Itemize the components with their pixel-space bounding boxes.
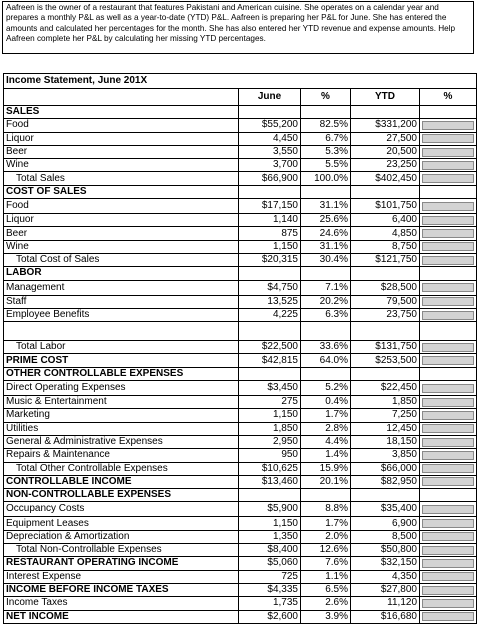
- ytd-percent-cell: [420, 475, 477, 488]
- row-label: General & Administrative Expenses: [4, 435, 239, 448]
- june-value: $55,200: [239, 119, 301, 132]
- ytd-percent-cell: [420, 570, 477, 583]
- ytd-percent-cell: [420, 462, 477, 475]
- table-row: [4, 530, 477, 543]
- ytd-percent-cell: [420, 530, 477, 543]
- table-row: [4, 341, 477, 354]
- june-percent: 31.1%: [301, 240, 351, 253]
- ytd-value: 3,850: [351, 449, 420, 462]
- ytd-value: 1,850: [351, 396, 420, 409]
- june-percent: [301, 322, 351, 341]
- june-value: $66,900: [239, 172, 301, 185]
- june-value: 4,225: [239, 308, 301, 321]
- june-value: $5,060: [239, 557, 301, 570]
- ytd-percent-input[interactable]: [422, 464, 474, 473]
- june-percent: 5.2%: [301, 381, 351, 396]
- ytd-value: $32,150: [351, 557, 420, 570]
- table-row: [4, 185, 477, 198]
- ytd-percent-cell: [420, 295, 477, 308]
- june-value: $4,335: [239, 583, 301, 596]
- june-value: 1,735: [239, 597, 301, 610]
- ytd-value: $402,450: [351, 172, 420, 185]
- row-label: RESTAURANT OPERATING INCOME: [4, 557, 239, 570]
- row-label: Management: [4, 280, 239, 295]
- june-percent: 20.1%: [301, 475, 351, 488]
- ytd-value: $66,000: [351, 462, 420, 475]
- row-label: Food: [4, 199, 239, 214]
- row-label: Wine: [4, 240, 239, 253]
- ytd-percent-input[interactable]: [422, 586, 474, 595]
- june-percent: 7.1%: [301, 280, 351, 295]
- ytd-value: $101,750: [351, 199, 420, 214]
- ytd-percent-cell: [420, 267, 477, 280]
- ytd-percent-input[interactable]: [422, 505, 474, 514]
- table-row: [4, 295, 477, 308]
- june-value: 875: [239, 227, 301, 240]
- row-label: Depreciation & Amortization: [4, 530, 239, 543]
- row-label: Liquor: [4, 214, 239, 227]
- june-percent: 6.7%: [301, 132, 351, 145]
- table-row: [4, 435, 477, 448]
- ytd-percent-input[interactable]: [422, 572, 474, 581]
- ytd-value: 8,500: [351, 530, 420, 543]
- row-label: Employee Benefits: [4, 308, 239, 321]
- june-percent: 12.6%: [301, 544, 351, 557]
- table-row: [4, 489, 477, 502]
- row-label: Staff: [4, 295, 239, 308]
- june-percent: 2.6%: [301, 597, 351, 610]
- ytd-value: $82,950: [351, 475, 420, 488]
- june-value: 1,150: [239, 409, 301, 422]
- june-value: [239, 185, 301, 198]
- table-row: [4, 367, 477, 380]
- row-label: NET INCOME: [4, 610, 239, 623]
- june-value: 3,550: [239, 145, 301, 158]
- ytd-percent-cell: [420, 227, 477, 240]
- header-june-pct: %: [301, 89, 351, 106]
- ytd-value: 23,750: [351, 308, 420, 321]
- row-label: Beer: [4, 227, 239, 240]
- june-value: $3,450: [239, 381, 301, 396]
- ytd-value: 6,400: [351, 214, 420, 227]
- june-percent: 1.7%: [301, 409, 351, 422]
- ytd-percent-cell: [420, 159, 477, 172]
- ytd-percent-cell: [420, 199, 477, 214]
- june-percent: [301, 367, 351, 380]
- june-percent: [301, 489, 351, 502]
- june-percent: 1.7%: [301, 517, 351, 530]
- ytd-value: 20,500: [351, 145, 420, 158]
- ytd-value: 27,500: [351, 132, 420, 145]
- ytd-percent-input[interactable]: [422, 229, 474, 238]
- table-row: [4, 517, 477, 530]
- ytd-percent-input[interactable]: [422, 134, 474, 143]
- ytd-percent-input[interactable]: [422, 424, 474, 433]
- june-value: $4,750: [239, 280, 301, 295]
- ytd-percent-cell: [420, 185, 477, 198]
- ytd-percent-cell: [420, 502, 477, 517]
- ytd-percent-input[interactable]: [422, 356, 474, 365]
- table-row: [4, 381, 477, 396]
- june-value: $13,460: [239, 475, 301, 488]
- table-row: [4, 502, 477, 517]
- table-row: [4, 544, 477, 557]
- row-label: SALES: [4, 106, 239, 119]
- ytd-percent-input[interactable]: [422, 451, 474, 460]
- june-percent: 31.1%: [301, 199, 351, 214]
- ytd-percent-input[interactable]: [422, 311, 474, 320]
- table-row: [4, 253, 477, 266]
- row-label: Income Taxes: [4, 597, 239, 610]
- table-row: [4, 119, 477, 132]
- row-label: Food: [4, 119, 239, 132]
- june-percent: 100.0%: [301, 172, 351, 185]
- table-row: [4, 267, 477, 280]
- ytd-percent-cell: [420, 106, 477, 119]
- ytd-percent-input[interactable]: [422, 559, 474, 568]
- june-percent: 33.6%: [301, 341, 351, 354]
- ytd-percent-cell: [420, 145, 477, 158]
- table-row: [4, 354, 477, 367]
- ytd-percent-input[interactable]: [422, 242, 474, 251]
- ytd-percent-cell: [420, 422, 477, 435]
- row-label: Music & Entertainment: [4, 396, 239, 409]
- ytd-value: 11,120: [351, 597, 420, 610]
- june-value: [239, 489, 301, 502]
- ytd-percent-cell: [420, 308, 477, 321]
- table-row: [4, 570, 477, 583]
- ytd-percent-input[interactable]: [422, 297, 474, 306]
- table-row: [4, 462, 477, 475]
- ytd-percent-input[interactable]: [422, 411, 474, 420]
- june-percent: 3.9%: [301, 610, 351, 623]
- ytd-value: $253,500: [351, 354, 420, 367]
- june-value: 275: [239, 396, 301, 409]
- table-row: [4, 159, 477, 172]
- june-value: $42,815: [239, 354, 301, 367]
- june-percent: 15.9%: [301, 462, 351, 475]
- ytd-value: $35,400: [351, 502, 420, 517]
- row-label: Beer: [4, 145, 239, 158]
- row-label: CONTROLLABLE INCOME: [4, 475, 239, 488]
- june-percent: 82.5%: [301, 119, 351, 132]
- june-value: $10,625: [239, 462, 301, 475]
- ytd-value: 7,250: [351, 409, 420, 422]
- june-value: 950: [239, 449, 301, 462]
- june-value: [239, 367, 301, 380]
- ytd-value: 6,900: [351, 517, 420, 530]
- ytd-percent-input[interactable]: [422, 161, 474, 170]
- june-percent: 4.4%: [301, 435, 351, 448]
- ytd-percent-cell: [420, 322, 477, 341]
- june-percent: 5.3%: [301, 145, 351, 158]
- ytd-percent-cell: [420, 583, 477, 596]
- ytd-value: $50,800: [351, 544, 420, 557]
- table-row: [4, 610, 477, 623]
- june-percent: 6.5%: [301, 583, 351, 596]
- june-percent: 30.4%: [301, 253, 351, 266]
- june-value: $17,150: [239, 199, 301, 214]
- ytd-percent-input[interactable]: [422, 599, 474, 608]
- ytd-percent-input[interactable]: [422, 202, 474, 211]
- ytd-value: [351, 367, 420, 380]
- ytd-percent-cell: [420, 119, 477, 132]
- ytd-value: [351, 106, 420, 119]
- ytd-value: [351, 185, 420, 198]
- ytd-value: [351, 322, 420, 341]
- june-value: 13,525: [239, 295, 301, 308]
- intro-paragraph: Aafreen is the owner of a restaurant that features Pakistani and American cuisine. She operates on a calendar year and prepares a monthly P&L as well as a year-to-date (YTD) P&L. Aafreen is preparing her P&L for June. She has entered the amounts and calculated her percentages for the month. She has also entered her YTD revenue and expense amounts. Help Aafreen complete her P&L by calculating her missing YTD percentages.: [2, 1, 474, 54]
- header-june: June: [239, 89, 301, 106]
- june-percent: 0.4%: [301, 396, 351, 409]
- ytd-percent-cell: [420, 449, 477, 462]
- table-row: [4, 409, 477, 422]
- table-row: [4, 240, 477, 253]
- ytd-value: $16,680: [351, 610, 420, 623]
- ytd-percent-input[interactable]: [422, 519, 474, 528]
- june-value: 725: [239, 570, 301, 583]
- june-percent: 1.4%: [301, 449, 351, 462]
- row-label: LABOR: [4, 267, 239, 280]
- row-label: Marketing: [4, 409, 239, 422]
- ytd-percent-input[interactable]: [422, 546, 474, 555]
- row-label: COST OF SALES: [4, 185, 239, 198]
- ytd-value: [351, 267, 420, 280]
- june-percent: 2.0%: [301, 530, 351, 543]
- ytd-value: 79,500: [351, 295, 420, 308]
- statement-title: Income Statement, June 201X: [4, 74, 239, 89]
- ytd-percent-input[interactable]: [422, 612, 474, 621]
- ytd-value: 12,450: [351, 422, 420, 435]
- ytd-percent-cell: [420, 132, 477, 145]
- row-label: Total Other Controllable Expenses: [4, 462, 239, 475]
- ytd-percent-cell: [420, 597, 477, 610]
- ytd-percent-input[interactable]: [422, 532, 474, 541]
- ytd-percent-input[interactable]: [422, 216, 474, 225]
- june-percent: [301, 185, 351, 198]
- ytd-value: [351, 489, 420, 502]
- ytd-percent-input[interactable]: [422, 174, 474, 183]
- ytd-percent-cell: [420, 214, 477, 227]
- ytd-percent-cell: [420, 544, 477, 557]
- june-value: 1,150: [239, 517, 301, 530]
- table-row: [4, 280, 477, 295]
- table-row: [4, 557, 477, 570]
- june-percent: 2.8%: [301, 422, 351, 435]
- table-row: [4, 422, 477, 435]
- row-label: Total Sales: [4, 172, 239, 185]
- june-value: $8,400: [239, 544, 301, 557]
- ytd-percent-cell: [420, 367, 477, 380]
- june-percent: 5.5%: [301, 159, 351, 172]
- table-row: [4, 172, 477, 185]
- row-label: NON-CONTROLLABLE EXPENSES: [4, 489, 239, 502]
- row-label: INCOME BEFORE INCOME TAXES: [4, 583, 239, 596]
- header-ytd: YTD: [351, 89, 420, 106]
- table-row: [4, 449, 477, 462]
- june-value: [239, 322, 301, 341]
- table-row: [4, 145, 477, 158]
- row-label: Equipment Leases: [4, 517, 239, 530]
- table-row: [4, 132, 477, 145]
- table-row: [4, 597, 477, 610]
- june-value: 1,850: [239, 422, 301, 435]
- june-percent: 8.8%: [301, 502, 351, 517]
- june-percent: 7.6%: [301, 557, 351, 570]
- row-label: Liquor: [4, 132, 239, 145]
- ytd-percent-cell: [420, 409, 477, 422]
- ytd-percent-cell: [420, 489, 477, 502]
- table-row: [4, 214, 477, 227]
- ytd-value: $331,200: [351, 119, 420, 132]
- ytd-percent-input[interactable]: [422, 384, 474, 393]
- ytd-percent-cell: [420, 435, 477, 448]
- ytd-percent-input[interactable]: [422, 398, 474, 407]
- table-row: [4, 308, 477, 321]
- june-value: $22,500: [239, 341, 301, 354]
- income-statement-table: [3, 73, 477, 624]
- ytd-percent-cell: [420, 253, 477, 266]
- june-value: 1,350: [239, 530, 301, 543]
- table-row: [4, 583, 477, 596]
- june-value: 3,700: [239, 159, 301, 172]
- table-row: [4, 475, 477, 488]
- ytd-percent-input[interactable]: [422, 256, 474, 265]
- ytd-value: $22,450: [351, 381, 420, 396]
- ytd-value: $121,750: [351, 253, 420, 266]
- ytd-percent-cell: [420, 610, 477, 623]
- row-label: Wine: [4, 159, 239, 172]
- june-value: $20,315: [239, 253, 301, 266]
- row-label: PRIME COST: [4, 354, 239, 367]
- ytd-percent-cell: [420, 396, 477, 409]
- ytd-percent-input[interactable]: [422, 121, 474, 130]
- table-row: [4, 322, 477, 341]
- row-label: Occupancy Costs: [4, 502, 239, 517]
- ytd-percent-cell: [420, 172, 477, 185]
- june-value: 1,150: [239, 240, 301, 253]
- table-row: [4, 396, 477, 409]
- ytd-percent-input[interactable]: [422, 343, 474, 352]
- june-value: 1,140: [239, 214, 301, 227]
- june-percent: 64.0%: [301, 354, 351, 367]
- row-label: Total Non-Controllable Expenses: [4, 544, 239, 557]
- row-label: Utilities: [4, 422, 239, 435]
- ytd-percent-cell: [420, 341, 477, 354]
- ytd-value: $28,500: [351, 280, 420, 295]
- june-percent: [301, 267, 351, 280]
- ytd-percent-cell: [420, 280, 477, 295]
- ytd-value: 8,750: [351, 240, 420, 253]
- row-label: Direct Operating Expenses: [4, 381, 239, 396]
- ytd-percent-input[interactable]: [422, 477, 474, 486]
- june-value: 2,950: [239, 435, 301, 448]
- june-percent: 1.1%: [301, 570, 351, 583]
- table-row: [4, 106, 477, 119]
- ytd-value: 4,850: [351, 227, 420, 240]
- june-percent: 6.3%: [301, 308, 351, 321]
- june-percent: 20.2%: [301, 295, 351, 308]
- june-value: $2,600: [239, 610, 301, 623]
- ytd-percent-cell: [420, 557, 477, 570]
- ytd-value: 4,350: [351, 570, 420, 583]
- row-label: Total Cost of Sales: [4, 253, 239, 266]
- row-label: [4, 322, 239, 341]
- table-row: [4, 227, 477, 240]
- row-label: Total Labor: [4, 341, 239, 354]
- ytd-percent-cell: [420, 381, 477, 396]
- june-value: [239, 267, 301, 280]
- june-percent: 25.6%: [301, 214, 351, 227]
- ytd-percent-cell: [420, 354, 477, 367]
- june-percent: 24.6%: [301, 227, 351, 240]
- row-label: Interest Expense: [4, 570, 239, 583]
- row-label: OTHER CONTROLLABLE EXPENSES: [4, 367, 239, 380]
- june-percent: [301, 106, 351, 119]
- ytd-percent-input[interactable]: [422, 148, 474, 157]
- ytd-value: $27,800: [351, 583, 420, 596]
- ytd-percent-input[interactable]: [422, 283, 474, 292]
- header-ytd-pct: %: [420, 89, 477, 106]
- june-value: $5,900: [239, 502, 301, 517]
- june-value: [239, 106, 301, 119]
- ytd-value: 18,150: [351, 435, 420, 448]
- ytd-percent-cell: [420, 517, 477, 530]
- ytd-value: $131,750: [351, 341, 420, 354]
- ytd-percent-cell: [420, 240, 477, 253]
- ytd-percent-input[interactable]: [422, 438, 474, 447]
- ytd-value: 23,250: [351, 159, 420, 172]
- table-row: [4, 199, 477, 214]
- june-value: 4,450: [239, 132, 301, 145]
- row-label: Repairs & Maintenance: [4, 449, 239, 462]
